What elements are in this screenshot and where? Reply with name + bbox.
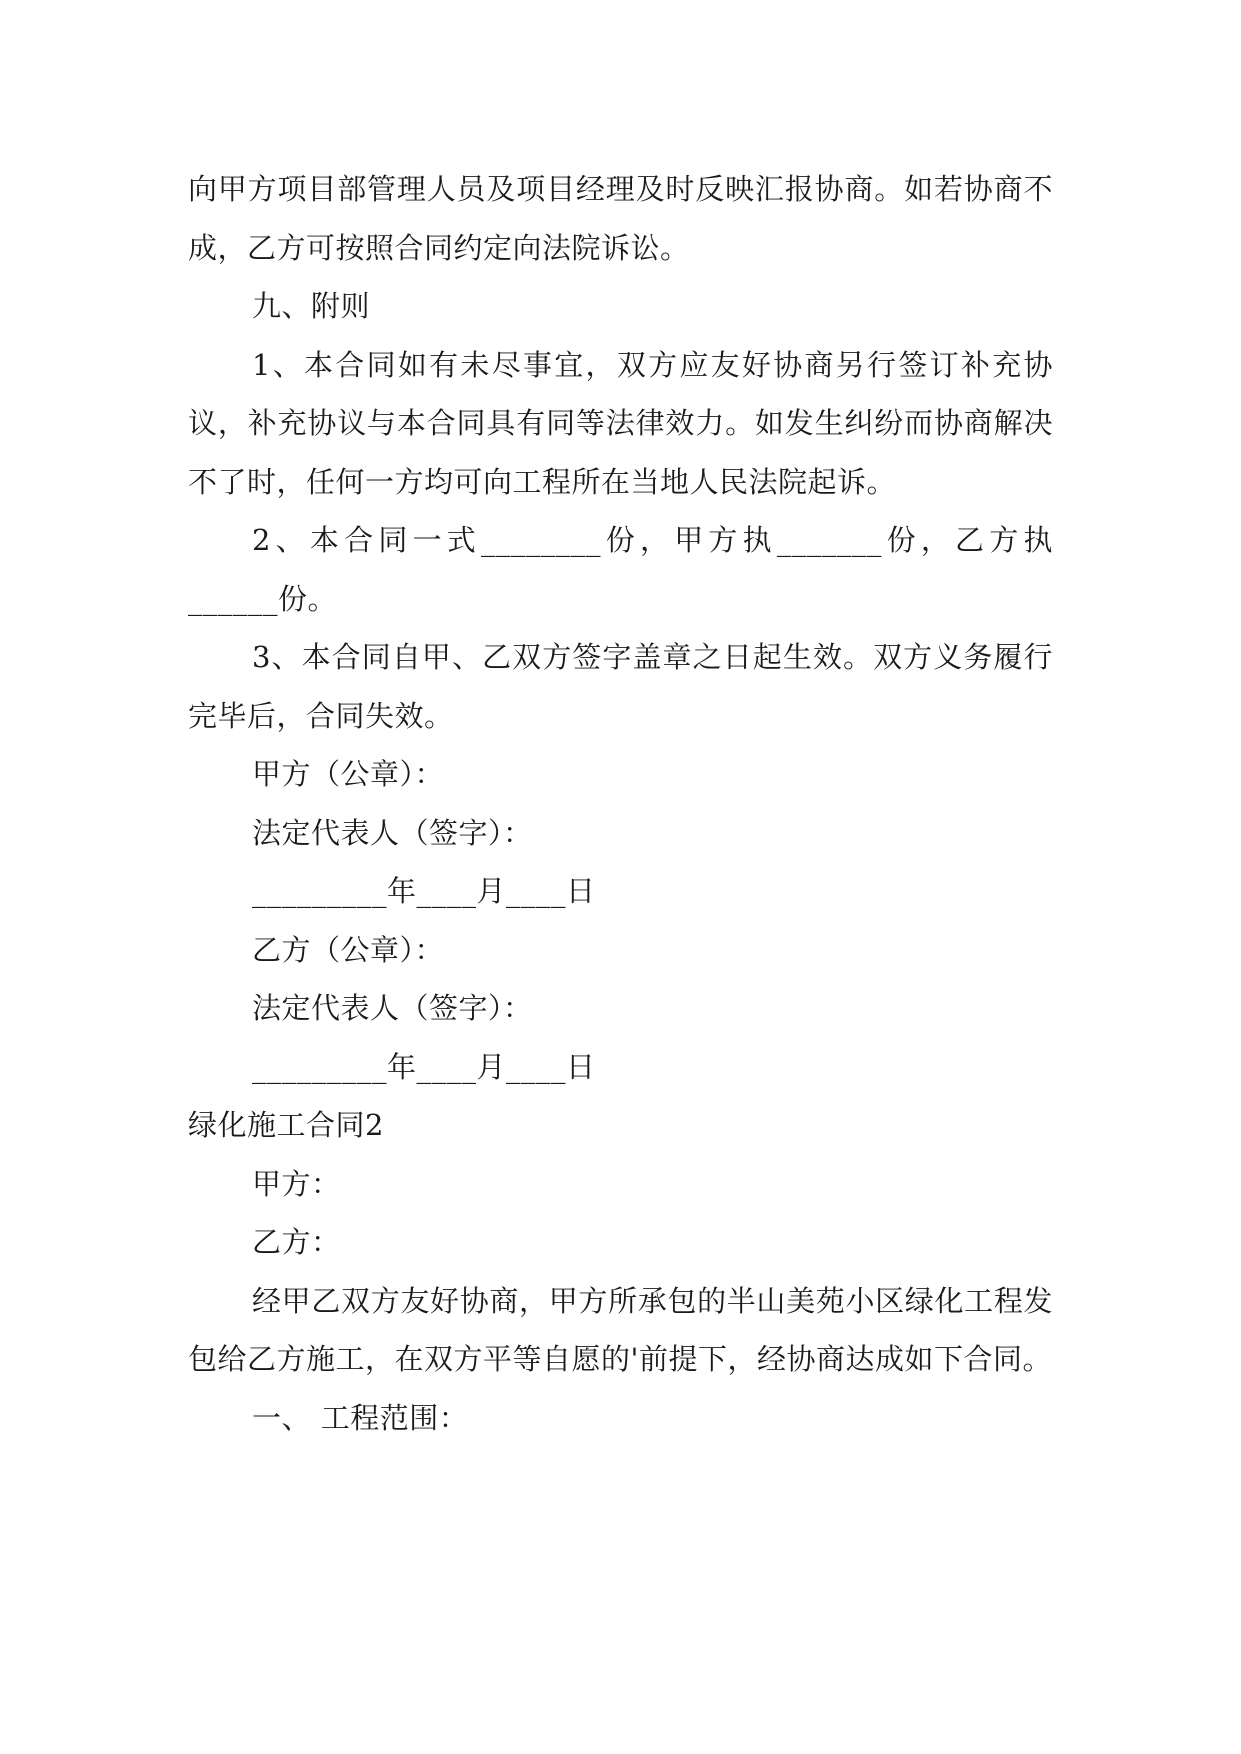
party-a-label: 甲方： bbox=[252, 1166, 341, 1201]
party-b-label: 乙方： bbox=[252, 1225, 341, 1259]
clause-2-copies: 2、本合同一式________份，甲方执_______份，乙方执______份。 bbox=[188, 523, 1053, 616]
section-heading-scope: 一、 工程范围： bbox=[252, 1400, 469, 1435]
party-a-representative-label: 法定代表人（签字）： bbox=[252, 815, 533, 850]
clause-3-effectiveness: 3、本合同自甲、乙双方签字盖章之日起生效。双方义务履行完毕后，合同失效。 bbox=[188, 640, 1053, 733]
contract-2-title: 绿化施工合同2 bbox=[188, 1108, 384, 1142]
paragraph-dispute-continuation: 向甲方项目部管理人员及项目经理及时反映汇报协商。如若协商不成，乙方可按照合同约定向法院诉讼。 bbox=[188, 172, 1053, 265]
contract-2-preamble: 经甲乙双方友好协商，甲方所承包的半山美苑小区绿化工程发包给乙方施工，在双方平等自愿的'前提下，经协商达成如下合同。 bbox=[188, 1283, 1053, 1376]
party-b-representative-label: 法定代表人（签字）： bbox=[252, 991, 533, 1025]
document-page bbox=[188, 160, 1053, 1447]
party-b-seal-label: 乙方（公章）： bbox=[252, 932, 445, 967]
section-heading-appendix: 九、附则 bbox=[252, 289, 371, 323]
party-a-seal-label: 甲方（公章）： bbox=[252, 757, 445, 791]
party-b-date-line: _________年____月____日 bbox=[252, 1049, 596, 1084]
clause-1-supplementary-agreement: 1、本合同如有未尽事宜，双方应友好协商另行签订补充协议，补充协议与本合同具有同等法律效力。如发生纠纷而协商解决不了时，任何一方均可向工程所在当地人民法院起诉。 bbox=[188, 347, 1053, 499]
party-a-date-line: _________年____月____日 bbox=[252, 874, 596, 908]
